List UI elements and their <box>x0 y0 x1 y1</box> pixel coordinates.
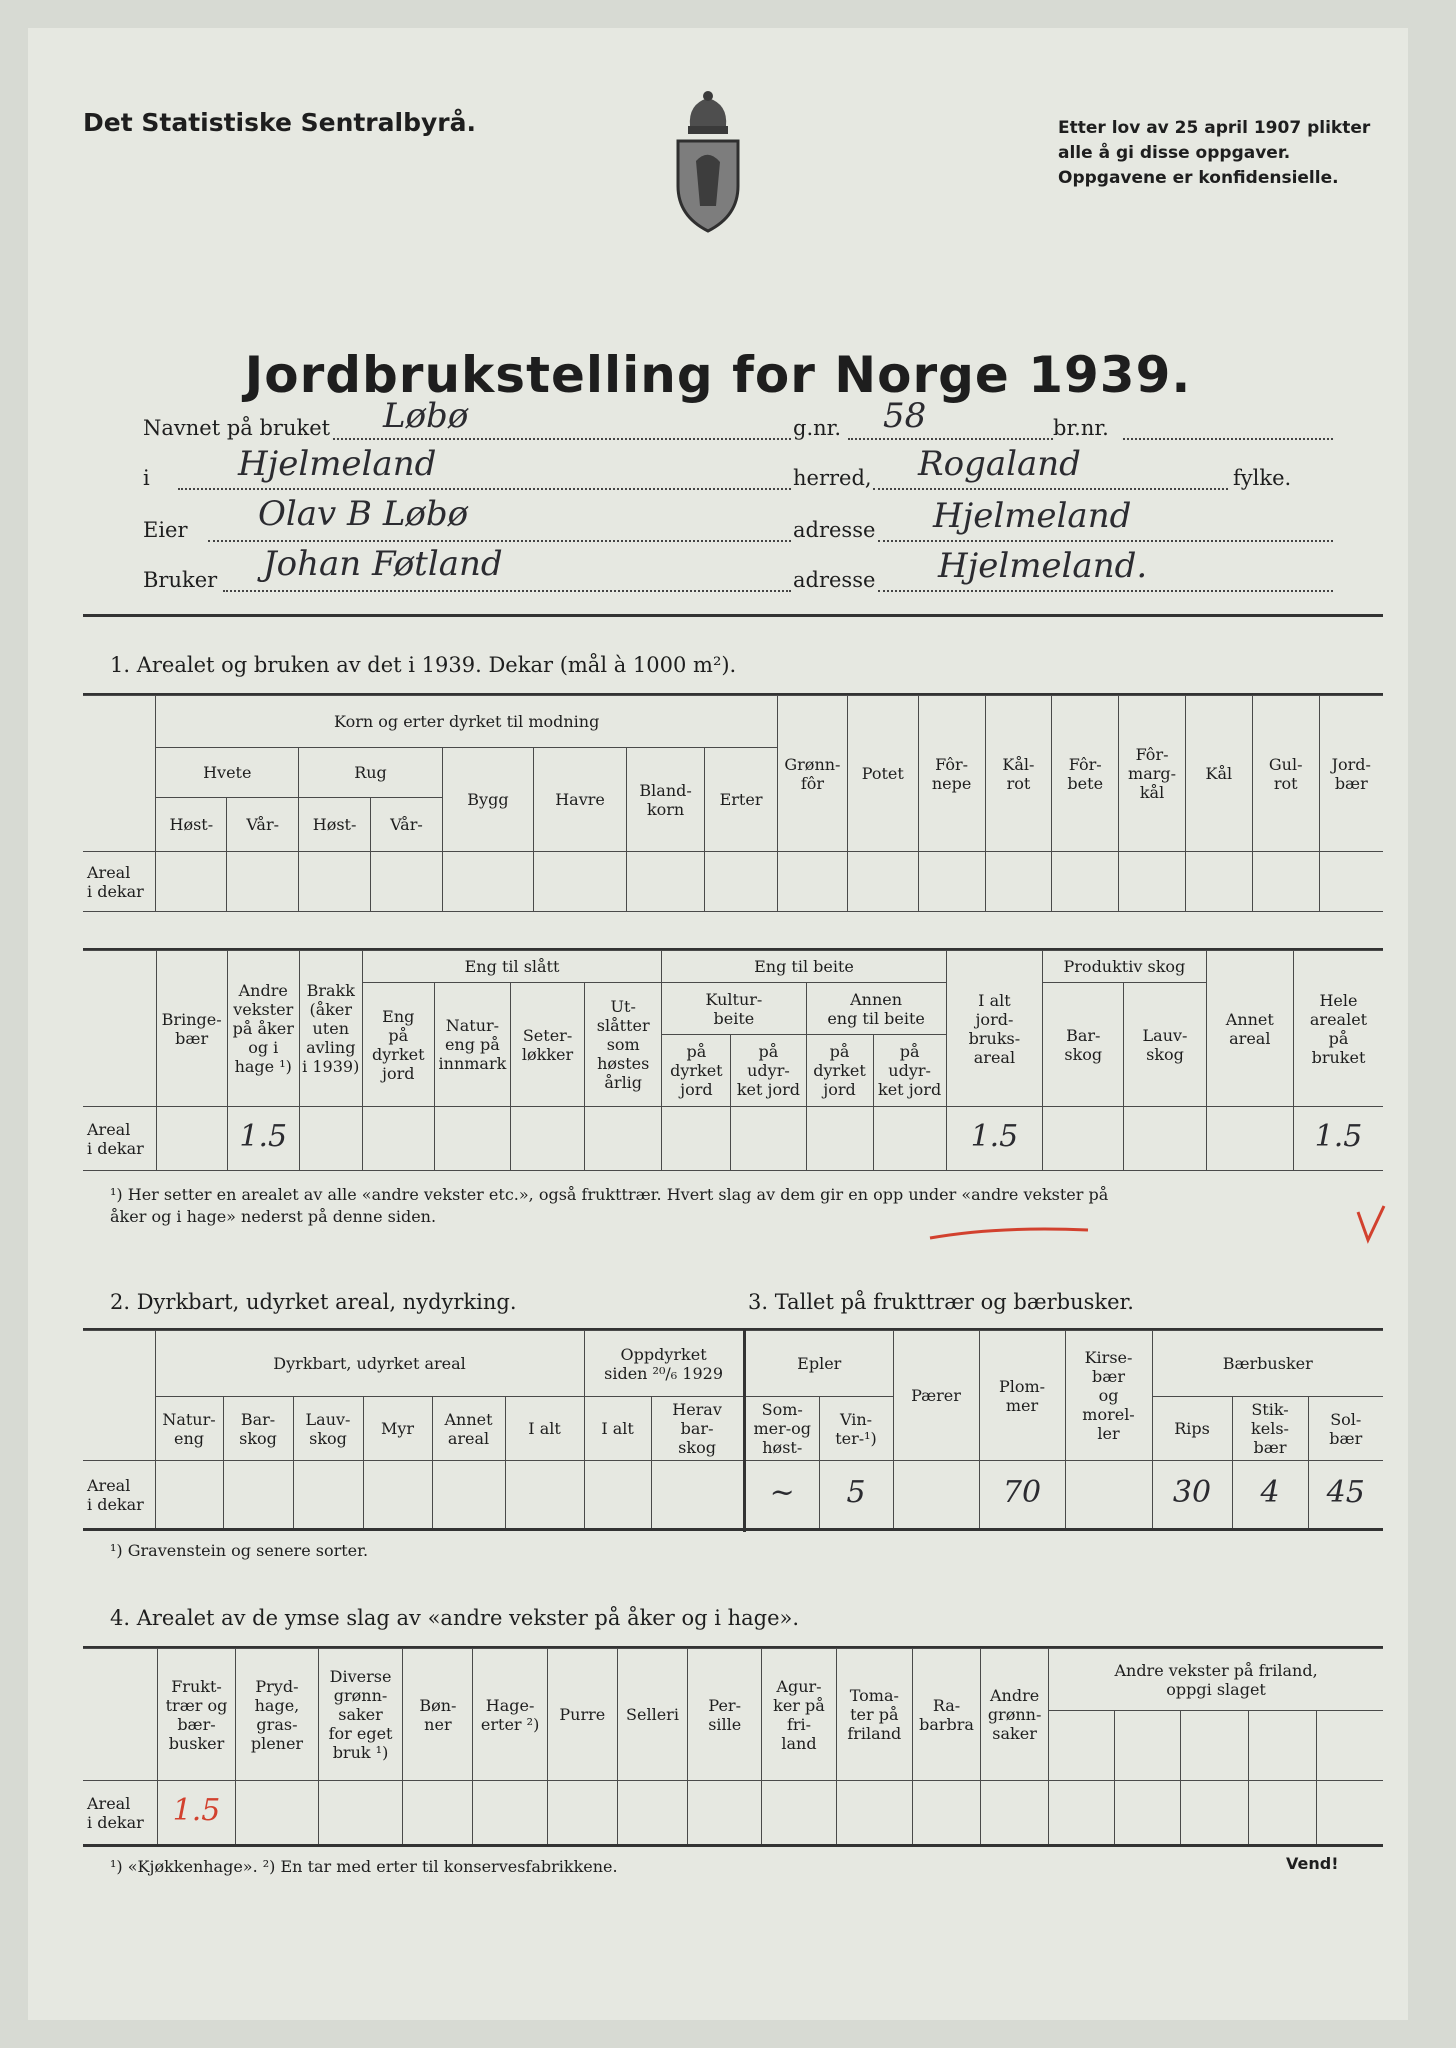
data-cell[interactable] <box>1049 1781 1115 1845</box>
data-cell[interactable] <box>847 852 918 912</box>
field-label-bruker: Bruker <box>143 568 218 592</box>
notice-line: alle å gi disse oppgaver. <box>1058 143 1291 163</box>
col-header-herav-barskog: Herav bar- skog <box>651 1397 743 1461</box>
divider <box>83 614 1383 617</box>
row-label-areal: Areal i dekar <box>83 852 156 912</box>
blank-header-cell <box>83 696 156 852</box>
data-cell-solbaer[interactable] <box>1308 1461 1383 1529</box>
data-cell[interactable] <box>778 852 848 912</box>
col-header-paerer: Pærer <box>893 1331 979 1461</box>
coat-of-arms-icon <box>668 86 748 236</box>
col-header-hvete-var: Vår- <box>227 798 299 852</box>
section-4-title: 4. Arealet av de ymse slag av «andre vekster på åker og i hage». <box>110 1606 800 1630</box>
col-header-oppdyrket: Oppdyrket siden ²⁰/₆ 1929 <box>584 1331 743 1397</box>
col-header-potet: Potet <box>847 696 918 852</box>
col-header-brakk: Brakk (åker uten avling i 1939) <box>299 951 362 1107</box>
field-label-bruk: Navnet på bruket <box>143 416 331 440</box>
data-cell[interactable] <box>1185 852 1252 912</box>
col-header-havre: Havre <box>533 748 626 852</box>
form-title: Jordbrukstelling for Norge 1939. <box>244 346 1192 404</box>
col-header-annen-eng: Annen eng til beite <box>806 983 946 1035</box>
data-cell[interactable] <box>1319 852 1383 912</box>
data-cell-rips[interactable] <box>1152 1461 1232 1529</box>
col-header-rips: Rips <box>1152 1397 1232 1461</box>
data-cell[interactable] <box>731 1107 806 1171</box>
col-header-tomater: Toma- ter på friland <box>836 1649 912 1781</box>
divider <box>83 1528 1383 1531</box>
table-andre-vekster <box>83 1648 1383 1845</box>
col-header-dyrkbart: Dyrkbart, udyrket areal <box>155 1331 584 1397</box>
col-header-lauvskog: Lauv- skog <box>1124 983 1206 1107</box>
col-header-natureng: Natur- eng på innmark <box>434 983 510 1107</box>
col-header-annet: Annet areal <box>432 1397 505 1461</box>
handwritten-value: 70 <box>1002 1475 1042 1510</box>
data-cell[interactable] <box>1052 852 1119 912</box>
col-header-annet-areal: Annet areal <box>1206 951 1293 1107</box>
col-header-agurker: Agur- ker på fri- land <box>762 1649 836 1781</box>
data-cell[interactable] <box>1206 1107 1293 1171</box>
data-cell[interactable] <box>981 1781 1049 1845</box>
data-cell[interactable] <box>510 1107 584 1171</box>
col-header-vinter: Vin- ter-¹) <box>819 1397 893 1461</box>
legal-notice <box>1058 116 1370 191</box>
data-cell-hele-arealet[interactable] <box>1293 1107 1383 1171</box>
col-header-kirsebaer: Kirse- bær og morel- ler <box>1065 1331 1152 1461</box>
dotted-line <box>878 590 1333 592</box>
field-label-adresse-bruker: adresse <box>793 568 876 592</box>
data-cell[interactable] <box>236 1781 319 1845</box>
data-cell[interactable] <box>584 1461 651 1529</box>
dotted-line <box>848 438 1053 440</box>
table-arealbruk-2 <box>83 950 1383 1171</box>
col-header-utslatter: Ut- slåtter som høstes årlig <box>585 983 662 1107</box>
agency-name: Det Statistiske Sentralbyrå. <box>83 108 476 137</box>
handwritten-value: 1.5 <box>1314 1119 1363 1154</box>
col-header-seterlokker: Seter- løkker <box>510 983 584 1107</box>
col-header-rabarbra: Ra- barbra <box>912 1649 980 1781</box>
row-label-areal: Areal i dekar <box>83 1107 156 1171</box>
field-label-adresse-eier: adresse <box>793 518 876 542</box>
eier-value: Olav B Løbø <box>258 494 469 534</box>
data-cell-kirsebaer[interactable] <box>1065 1461 1152 1529</box>
footnote-1: ¹) Her setter en arealet av alle «andre vekster etc.», også frukttrær. Hvert slag av dem gir en opp under «andre vekster på åker og i hage» nederst på denne siden. <box>110 1185 1109 1226</box>
adresse-eier-value: Hjelmeland <box>933 496 1132 536</box>
section-2-title: 2. Dyrkbart, udyrket areal, nydyrking. <box>110 1290 517 1314</box>
col-header-hvete-host: Høst- <box>156 798 227 852</box>
data-cell-vinter[interactable] <box>819 1461 893 1529</box>
data-cell[interactable] <box>627 852 705 912</box>
data-cell[interactable] <box>1181 1781 1249 1845</box>
col-header-frukttraer: Frukt- trær og bær- busker <box>157 1649 235 1781</box>
data-cell[interactable] <box>806 1107 873 1171</box>
blank-header-cell <box>83 951 156 1107</box>
blank-header-cell <box>83 1331 155 1461</box>
col-header-formargkal: Fôr- marg- kål <box>1119 696 1186 852</box>
dotted-line <box>178 488 791 490</box>
data-cell[interactable] <box>227 852 299 912</box>
col-header-bringebaer: Bringe- bær <box>156 951 227 1107</box>
col-header-hageerter: Hage- erter ²) <box>473 1649 547 1781</box>
data-cell[interactable] <box>662 1107 731 1171</box>
blank-header-cell <box>83 1649 157 1781</box>
row-label-areal: Areal i dekar <box>83 1781 157 1845</box>
col-header-andre-gronnsaker: Andre grønn- saker <box>981 1649 1049 1781</box>
data-cell[interactable] <box>505 1461 584 1529</box>
data-cell[interactable] <box>873 1107 946 1171</box>
data-cell-paerer[interactable] <box>893 1461 979 1529</box>
col-header-gulrot: Gul- rot <box>1252 696 1319 852</box>
col-header-korn: Korn og erter dyrket til modning <box>156 696 778 748</box>
col-header-hvete: Hvete <box>156 748 299 798</box>
col-header-rug-var: Vår- <box>371 798 443 852</box>
data-cell[interactable] <box>651 1461 743 1529</box>
data-cell[interactable] <box>1317 1781 1383 1845</box>
adresse-bruker-value: Hjelmeland. <box>938 546 1148 586</box>
col-header-bonner: Bøn- ner <box>403 1649 473 1781</box>
data-cell[interactable] <box>985 852 1052 912</box>
col-header-eng-slatt: Eng til slått <box>362 951 662 983</box>
notice-line: Etter lov av 25 april 1907 plikter <box>1058 118 1371 138</box>
col-header-stikkelsbaer: Stik- kels- bær <box>1232 1397 1308 1461</box>
handwritten-value: 1.5 <box>970 1119 1019 1154</box>
col-header-barskog: Bar- skog <box>223 1397 293 1461</box>
form-page <box>28 28 1408 2020</box>
blank-subheader-cell <box>1181 1711 1249 1781</box>
data-cell[interactable] <box>362 1107 434 1171</box>
dotted-line <box>1123 438 1333 440</box>
col-header-purre: Purre <box>547 1649 617 1781</box>
data-cell[interactable] <box>688 1781 762 1845</box>
data-cell[interactable] <box>434 1107 510 1171</box>
footnote-3: ¹) Gravenstein og senere sorter. <box>110 1541 369 1560</box>
red-check-mark-icon <box>928 1200 1388 1260</box>
row-label-areal: Areal i dekar <box>83 1461 155 1529</box>
bruker-value: Johan Føtland <box>263 544 503 584</box>
col-header-i-alt: I alt <box>505 1397 584 1461</box>
field-label-brnr: br.nr. <box>1053 416 1109 440</box>
col-header-gronnfor: Grønn- fôr <box>778 696 848 852</box>
data-cell[interactable] <box>912 1781 980 1845</box>
dotted-line <box>223 590 791 592</box>
col-header-andre-friland: Andre vekster på friland, oppgi slaget <box>1049 1649 1383 1711</box>
dotted-line <box>878 540 1333 542</box>
col-header-annen-dyrket: på dyrket jord <box>806 1035 873 1107</box>
blank-subheader-cell <box>1049 1711 1115 1781</box>
data-cell[interactable] <box>533 852 626 912</box>
data-cell[interactable] <box>918 852 985 912</box>
data-cell[interactable] <box>442 852 533 912</box>
data-cell[interactable] <box>473 1781 547 1845</box>
handwritten-value: 5 <box>846 1475 866 1510</box>
handwritten-value: 30 <box>1172 1475 1212 1510</box>
data-cell[interactable] <box>1124 1107 1206 1171</box>
data-cell[interactable] <box>1043 1107 1124 1171</box>
col-header-kulturbeite: Kultur- beite <box>662 983 806 1035</box>
data-cell-frukttraer[interactable] <box>157 1781 235 1845</box>
blank-subheader-cell <box>1317 1711 1383 1781</box>
table-dyrkbart <box>83 1330 744 1529</box>
handwritten-value: 4 <box>1260 1475 1280 1510</box>
col-header-epler: Epler <box>746 1331 893 1397</box>
col-header-diverse: Diverse grønn- saker for eget bruk ¹) <box>318 1649 403 1781</box>
data-cell[interactable] <box>363 1461 432 1529</box>
data-cell-andre-vekster[interactable] <box>227 1107 299 1171</box>
dotted-line <box>333 438 791 440</box>
field-label-i: i <box>143 466 150 490</box>
col-header-kalrot: Kål- rot <box>985 696 1052 852</box>
section-3-title: 3. Tallet på frukttrær og bærbusker. <box>748 1290 1134 1314</box>
data-cell[interactable] <box>371 852 443 912</box>
data-cell[interactable] <box>156 852 227 912</box>
field-label-eier: Eier <box>143 518 188 542</box>
vend-label: Vend! <box>1286 1854 1339 1873</box>
data-cell[interactable] <box>705 852 778 912</box>
col-header-persille: Per- sille <box>688 1649 762 1781</box>
col-header-i-alt: I alt jord- bruks- areal <box>946 951 1042 1107</box>
section-1-title: 1. Arealet og bruken av det i 1939. Dekar (mål à 1000 m²). <box>110 653 737 677</box>
data-cell[interactable] <box>617 1781 687 1845</box>
data-cell-i-alt[interactable] <box>946 1107 1042 1171</box>
col-header-selleri: Selleri <box>617 1649 687 1781</box>
col-header-sommer: Som- mer-og høst- <box>746 1397 819 1461</box>
data-cell[interactable] <box>318 1781 403 1845</box>
dotted-line <box>208 540 791 542</box>
handwritten-value: 1.5 <box>239 1119 288 1154</box>
fylke-value: Rogaland <box>918 444 1081 484</box>
col-header-andre-vekster: Andre vekster på åker og i hage ¹) <box>227 951 299 1107</box>
data-cell[interactable] <box>1115 1781 1181 1845</box>
col-header-plommer: Plom- mer <box>979 1331 1065 1461</box>
col-header-lauvskog: Lauv- skog <box>293 1397 363 1461</box>
data-cell[interactable] <box>155 1461 223 1529</box>
data-cell[interactable] <box>299 852 371 912</box>
data-cell-plommer[interactable] <box>979 1461 1065 1529</box>
data-cell[interactable] <box>585 1107 662 1171</box>
col-header-oppdyrket-i-alt: I alt <box>584 1397 651 1461</box>
field-label-herred: herred, <box>793 466 872 490</box>
col-header-annen-udyrket: på udyr- ket jord <box>873 1035 946 1107</box>
data-cell[interactable] <box>1119 852 1186 912</box>
kommune-value: Hjelmeland <box>238 444 437 484</box>
notice-line: Oppgavene er konfidensielle. <box>1058 168 1339 188</box>
table-frukttraer <box>746 1330 1383 1529</box>
divider <box>83 1844 1383 1847</box>
gnr-value: 58 <box>883 396 927 436</box>
col-header-eng-dyrket: Eng på dyrket jord <box>362 983 434 1107</box>
col-header-rug-host: Høst- <box>299 798 371 852</box>
data-cell[interactable] <box>299 1107 362 1171</box>
data-cell[interactable] <box>432 1461 505 1529</box>
data-cell[interactable] <box>1249 1781 1317 1845</box>
col-header-kal: Kål <box>1185 696 1252 852</box>
handwritten-value: 45 <box>1326 1475 1365 1510</box>
blank-subheader-cell <box>1115 1711 1181 1781</box>
col-header-myr: Myr <box>363 1397 432 1461</box>
col-header-fornepe: Fôr- nepe <box>918 696 985 852</box>
table-arealbruk-1 <box>83 695 1383 912</box>
handwritten-value: 1.5 <box>172 1793 221 1828</box>
col-header-rug: Rug <box>299 748 443 798</box>
data-cell[interactable] <box>156 1107 227 1171</box>
col-header-baerbusker: Bærbusker <box>1152 1331 1383 1397</box>
data-cell-stikkelsbaer[interactable] <box>1232 1461 1308 1529</box>
data-cell[interactable] <box>223 1461 293 1529</box>
data-cell[interactable] <box>762 1781 836 1845</box>
col-header-kultur-udyrket: på udyr- ket jord <box>731 1035 806 1107</box>
col-header-barskog: Bar- skog <box>1043 983 1124 1107</box>
col-header-blandkorn: Bland- korn <box>627 748 705 852</box>
bruk-value: Løbø <box>383 396 469 436</box>
handwritten-value: ~ <box>769 1475 795 1510</box>
data-cell[interactable] <box>293 1461 363 1529</box>
col-header-hele-arealet: Hele arealet på bruket <box>1293 951 1383 1107</box>
col-header-kultur-dyrket: på dyrket jord <box>662 1035 731 1107</box>
col-header-jordbaer: Jord- bær <box>1319 696 1383 852</box>
blank-subheader-cell <box>1249 1711 1317 1781</box>
data-cell[interactable] <box>836 1781 912 1845</box>
col-header-prydhage: Pryd- hage, gras- plener <box>236 1649 319 1781</box>
data-cell[interactable] <box>403 1781 473 1845</box>
field-label-fylke: fylke. <box>1233 466 1292 490</box>
col-header-solbaer: Sol- bær <box>1308 1397 1383 1461</box>
field-label-gnr: g.nr. <box>793 416 842 440</box>
col-header-forbete: Fôr- bete <box>1052 696 1119 852</box>
footnote-4: ¹) «Kjøkkenhage». ²) En tar med erter til konservesfabrikkene. <box>110 1857 618 1876</box>
col-header-eng-beite: Eng til beite <box>662 951 946 983</box>
col-header-natureng: Natur- eng <box>155 1397 223 1461</box>
col-header-produktiv-skog: Produktiv skog <box>1043 951 1206 983</box>
dotted-line <box>873 488 1228 490</box>
data-cell[interactable] <box>547 1781 617 1845</box>
data-cell-sommer[interactable] <box>746 1461 819 1529</box>
data-cell[interactable] <box>1252 852 1319 912</box>
col-header-erter: Erter <box>705 748 778 852</box>
col-header-bygg: Bygg <box>442 748 533 852</box>
